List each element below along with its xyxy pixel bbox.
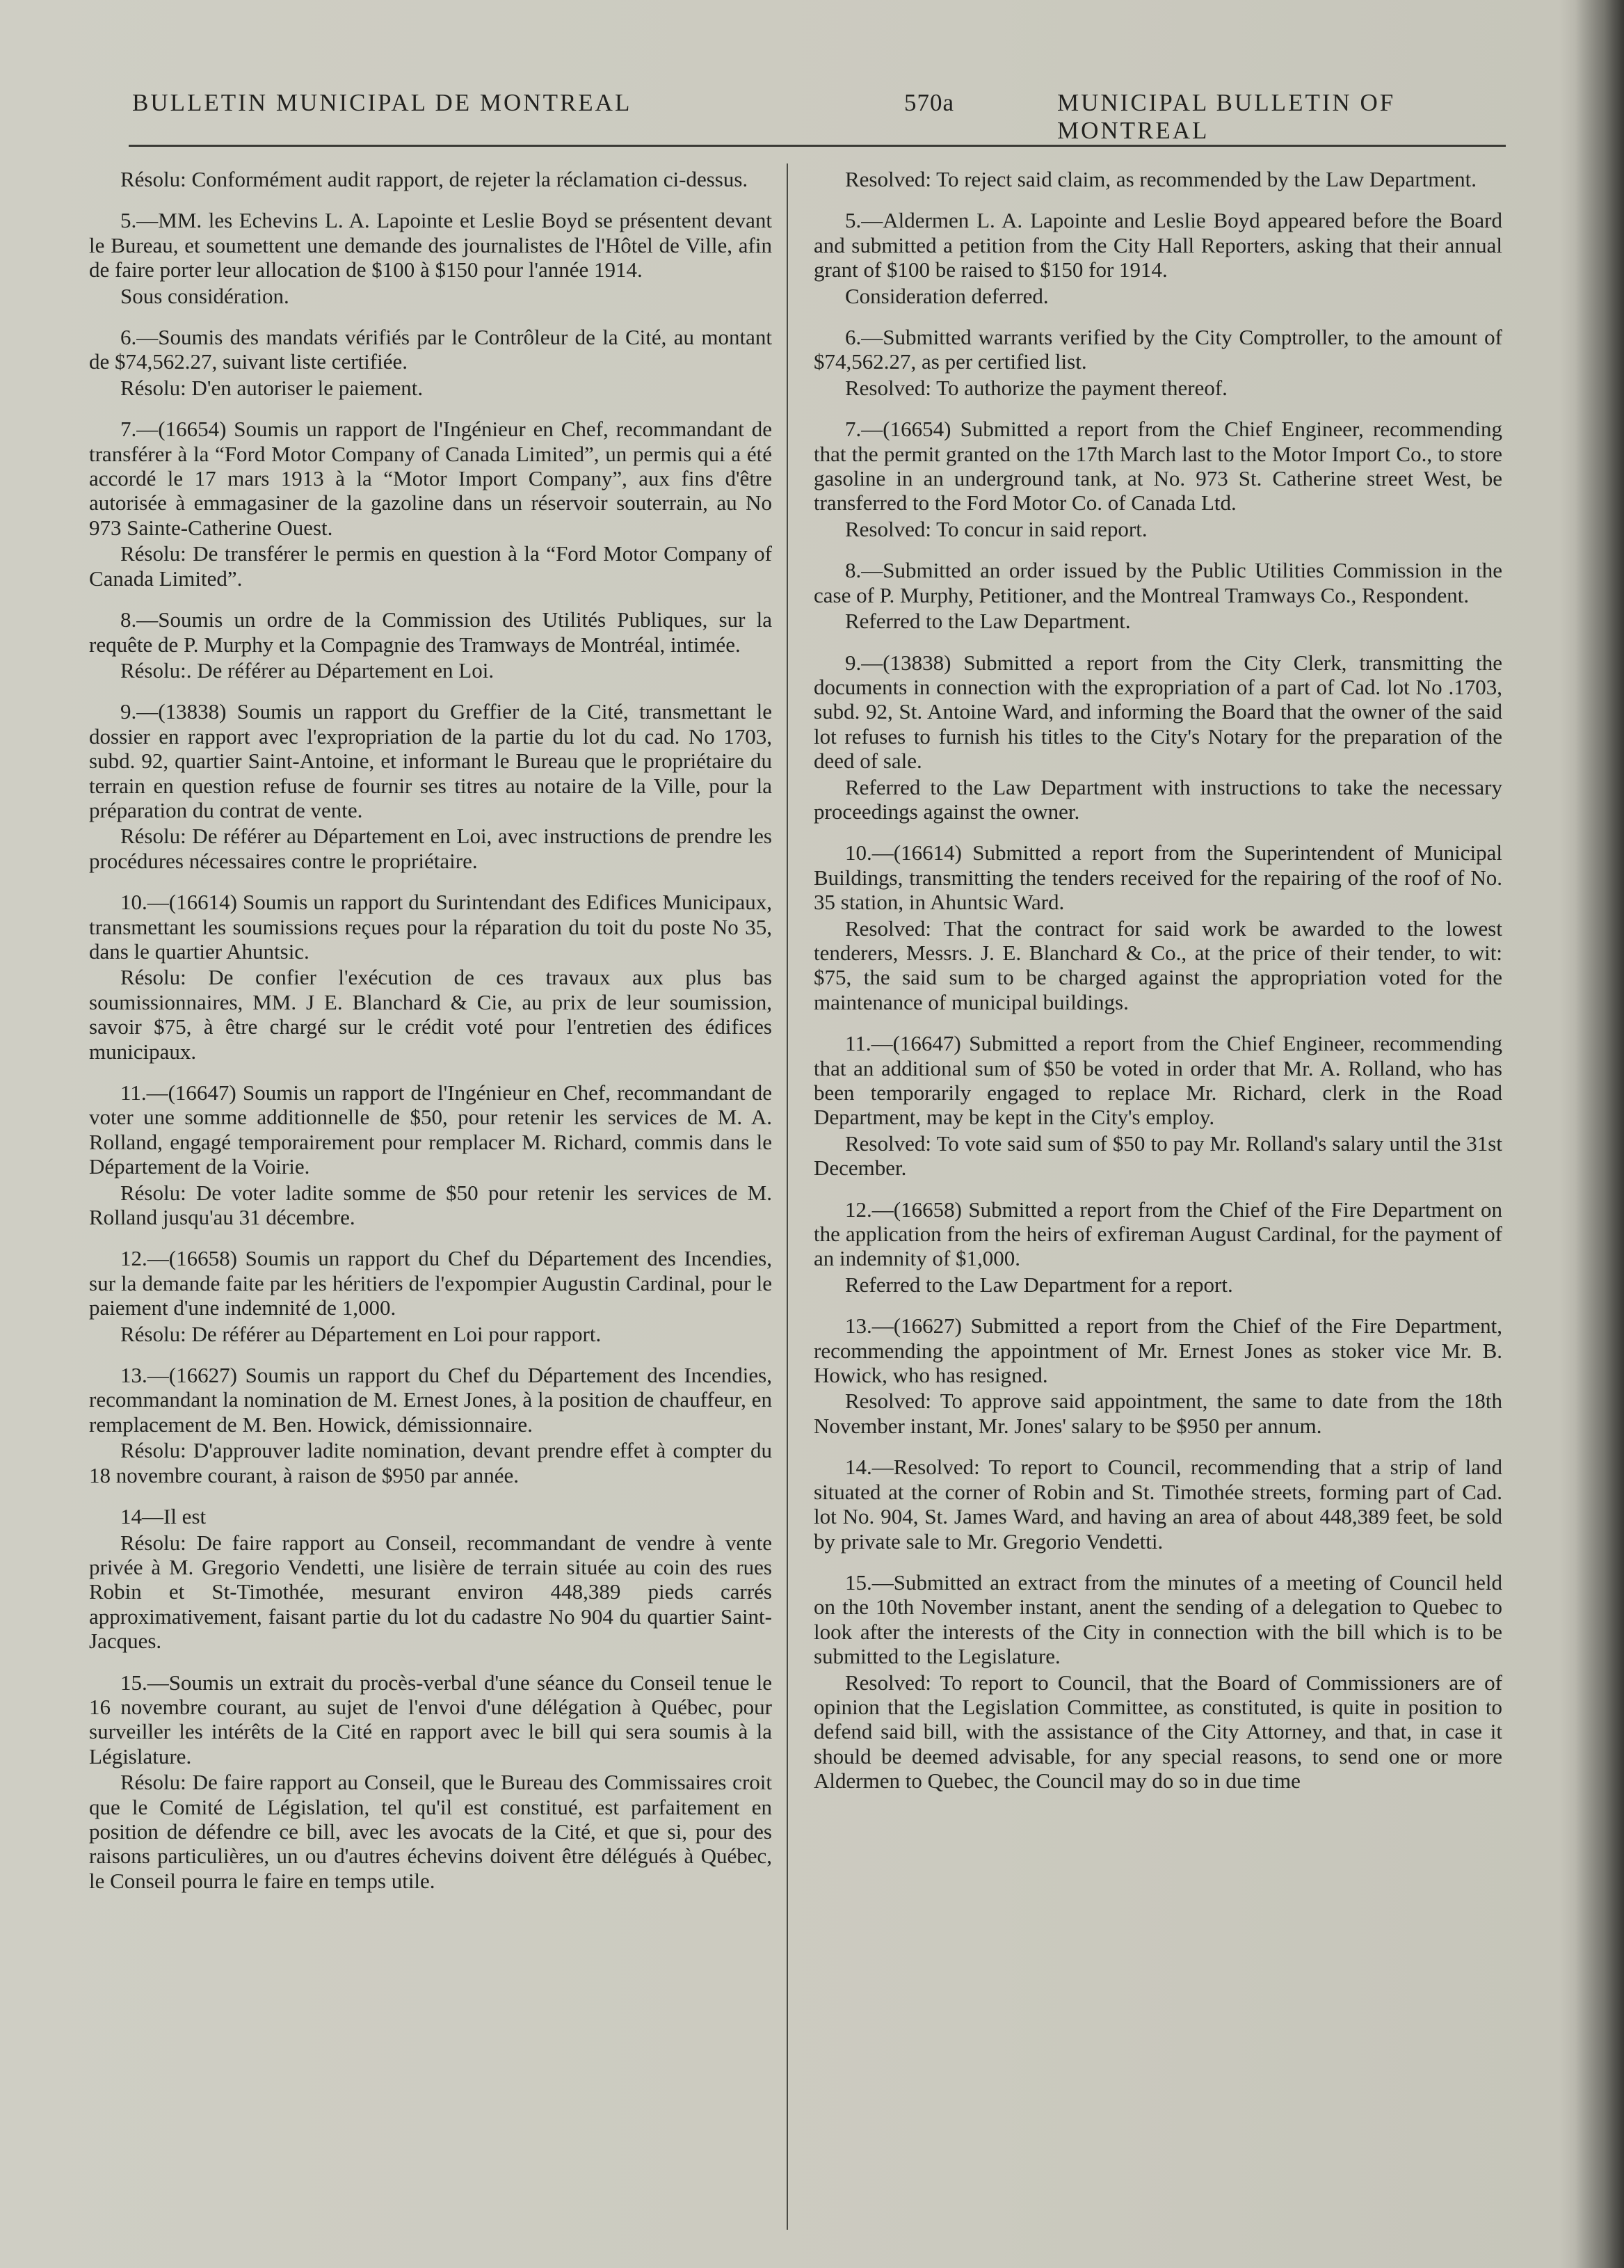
english-item [814, 558, 1502, 633]
english-paragraph: 10.—(16614) Submitted a report from the Superintendent of Municipal Buildings, transmitting the tenders received for the repairing of the roof of No. 35 station, in Ahuntsic Ward. [814, 840, 1502, 915]
french-item [89, 1363, 772, 1487]
english-column [814, 167, 1502, 1810]
french-item [89, 1670, 772, 1894]
french-paragraph: Résolu: De référer au Département en Loi pour rapport. [120, 1321, 602, 1346]
french-paragraph: Résolu: De transférer le permis en question à la “Ford Motor Company of Canada Limited”. [89, 541, 772, 591]
column-divider [787, 163, 788, 2230]
french-item [89, 1246, 772, 1346]
english-paragraph: 9.—(13838) Submitted a report from the City Clerk, transmitting the documents in connection with the expropriation of a part of Cad. lot No .1703, subd. 92, St. Antoine Ward, and informing the Board that the owner of the said lot refuses to furnish his titles to the City's Notary for the preparation of the deed of sale. [814, 650, 1502, 774]
header-rule [129, 145, 1506, 147]
french-item [89, 325, 772, 400]
french-paragraph: Résolu: De voter ladite somme de $50 pour retenir les services de M. Rolland jusqu'au 31 décembre. [89, 1180, 772, 1230]
french-item [89, 607, 772, 682]
english-item [814, 208, 1502, 308]
french-item [89, 167, 772, 191]
english-paragraph: 13.—(16627) Submitted a report from the Chief of the Fire Department, recommending the appointment of Mr. Ernest Jones as stoker vice Mr. B. Howick, who has resigned. [814, 1313, 1502, 1388]
french-column [89, 167, 772, 1910]
french-paragraph: 7.—(16654) Soumis un rapport de l'Ingénieur en Chef, recommandant de transférer à la “Ford Motor Company of Canada Limited”, un permis qui a été accordé le 17 mars 1913 à la “Motor Import Company”, aux fins d'être autorisée à emmagasiner de la gazoline dans un réservoir souterrain, au No 973 Sainte-Catherine Ouest. [89, 417, 772, 540]
english-paragraph: Resolved: To report to Council, that the Board of Commissioners are of opinion that the Legislation Committee, as constituted, is quite in position to defend said bill, with the assistance of the City Attorney, and that, in case it should be deemed advisable, for any special reasons, to send one or more Aldermen to Quebec, the Council may do so in due time [814, 1670, 1502, 1794]
english-paragraph: 5.—Aldermen L. A. Lapointe and Leslie Boyd appeared before the Board and submitted a petition from the City Hall Reporters, asking that their annual grant of $100 be raised to $150 for 1914. [814, 208, 1502, 282]
french-paragraph: 10.—(16614) Soumis un rapport du Surintendant des Edifices Municipaux, transmettant les soumissions reçues pour la réparation du toit du poste No 35, dans le quartier Ahuntsic. [89, 890, 772, 964]
english-item [814, 840, 1502, 1014]
french-paragraph: Résolu: De confier l'exécution de ces travaux aux plus bas soumissionnaires, MM. J E. Blanchard & Cie, au prix de leur soumission, savoir $75, à être chargé sur le crédit voté pour l'entretien des édifices municipaux. [89, 965, 772, 1064]
french-paragraph: Résolu: Conformément audit rapport, de rejeter la réclamation ci-dessus. [120, 167, 748, 191]
header-french-title: BULLETIN MUNICIPAL DE MONTREAL [132, 89, 632, 116]
english-paragraph: 8.—Submitted an order issued by the Public Utilities Commission in the case of P. Murphy, Petitioner, and the Montreal Tramways Co., Respondent. [814, 558, 1502, 607]
page-spine-shadow [1575, 0, 1624, 2268]
english-item [814, 1031, 1502, 1180]
english-paragraph: Resolved: To authorize the payment thereof. [845, 375, 1228, 400]
english-paragraph: Referred to the Law Department. [845, 609, 1131, 634]
english-paragraph: Resolved: That the contract for said work be awarded to the lowest tenderers, Messrs. J. E. Blanchard & Co., at the price of their tender, to wit: $75, the said sum to be charged against the appropriation voted for the maintenance of municipal buildings. [814, 916, 1502, 1014]
french-paragraph: 8.—Soumis un ordre de la Commission des Utilités Publiques, sur la requête de P. Murphy et la Compagnie des Tramways de Montréal, intimée. [89, 607, 772, 657]
french-item [89, 890, 772, 1064]
english-paragraph: Referred to the Law Department with instructions to take the necessary proceedings against the owner. [814, 774, 1502, 824]
french-paragraph: Sous considération. [120, 283, 289, 308]
french-item [89, 699, 772, 873]
french-paragraph: 12.—(16658) Soumis un rapport du Chef du Département des Incendies, sur la demande faite par les héritiers de l'expompier Augustin Cardinal, pour le paiement d'une indemnité de 1,000. [89, 1246, 772, 1320]
french-item [89, 208, 772, 308]
page-number: 570a [904, 89, 955, 116]
french-paragraph: Résolu: D'approuver ladite nomination, devant prendre effet à compter du 18 novembre courant, à raison de $950 par année. [89, 1438, 772, 1487]
english-item [814, 1570, 1502, 1794]
french-paragraph: 6.—Soumis des mandats vérifiés par le Contrôleur de la Cité, au montant de $74,562.27, suivant liste certifiée. [89, 325, 772, 374]
english-item [814, 1197, 1502, 1297]
french-paragraph: Résolu: De faire rapport au Conseil, recommandant de vendre à vente privée à M. Gregorio Vendetti, une lisière de terrain située au coin des rues Robin et St-Timothée, mesurant environ 448,389 pieds carrés approximativement, faisant partie du lot du cadastre No 904 du quartier Saint-Jacques. [89, 1530, 772, 1654]
english-paragraph: 6.—Submitted warrants verified by the City Comptroller, to the amount of $74,562.27, as per certified list. [814, 325, 1502, 374]
english-paragraph: 14.—Resolved: To report to Council, recommending that a strip of land situated at the corner of Robin and St. Timothée streets, forming part of Cad. lot No. 904, St. James Ward, and having an area of about 448,389 feet, be sold by private sale to Mr. Gregorio Vendetti. [814, 1455, 1502, 1554]
french-paragraph: 11.—(16647) Soumis un rapport de l'Ingénieur en Chef, recommandant de voter une somme additionnelle de $50, pour retenir les services de M. A. Rolland, engagé temporairement pour remplacer M. Richard, commis dans le Département de la Voirie. [89, 1080, 772, 1179]
english-item [814, 417, 1502, 541]
english-paragraph: Referred to the Law Department for a report. [845, 1272, 1233, 1297]
header-english-title: MUNICIPAL BULLETIN OF MONTREAL [1057, 89, 1396, 144]
english-paragraph: Resolved: To approve said appointment, the same to date from the 18th November instant, Mr. Jones' salary to be $950 per annum. [814, 1389, 1502, 1438]
english-paragraph: Resolved: To reject said claim, as recommended by the Law Department. [845, 167, 1477, 191]
french-item [89, 1504, 772, 1653]
french-paragraph: Résolu: De référer au Département en Loi, avec instructions de prendre les procédures nécessaires contre le propriétaire. [89, 824, 772, 873]
french-paragraph: 14—Il est [120, 1504, 207, 1529]
page-header [125, 89, 1488, 144]
english-paragraph: Consideration deferred. [845, 283, 1049, 308]
english-paragraph: 12.—(16658) Submitted a report from the Chief of the Fire Department on the application from the heirs of exfireman August Cardinal, for the payment of an indemnity of $1,000. [814, 1197, 1502, 1271]
french-paragraph: Résolu: De faire rapport au Conseil, que le Bureau des Commissaires croit que le Comité de Législation, tel qu'il est constitué, est parfaitement en position de défendre ce bill, avec les avocats de la Cité, et que si, pour des raisons particulières, un ou d'autres échevins doivent être délégués à Québec, le Conseil pourra le faire en temps utile. [89, 1770, 772, 1893]
french-paragraph: 13.—(16627) Soumis un rapport du Chef du Département des Incendies, recommandant la nomination de M. Ernest Jones, à la position de chauffeur, en remplacement de M. Ben. Howick, démissionnaire. [89, 1363, 772, 1437]
english-paragraph: 7.—(16654) Submitted a report from the Chief Engineer, recommending that the permit granted on the 17th March last to the Motor Import Co., to store gasoline in an underground tank, at No. 973 St. Catherine street West, be transferred to the Ford Motor Co. of Canada Ltd. [814, 417, 1502, 516]
french-paragraph: Résolu:. De référer au Département en Loi. [120, 657, 495, 682]
english-paragraph: 15.—Submitted an extract from the minutes of a meeting of Council held on the 10th November instant, anent the sending of a delegation to Quebec to look after the interests of the City in connection with the bill which is to be submitted to the Legislature. [814, 1570, 1502, 1669]
french-paragraph: 15.—Soumis un extrait du procès-verbal d'une séance du Conseil tenue le 16 novembre courant, au sujet de l'envoi d'une délégation à Québec, pour surveiller les intérêts de la Cité en rapport avec le bill qui sera soumis à la Législature. [89, 1670, 772, 1768]
french-item [89, 1080, 772, 1229]
english-paragraph: 11.—(16647) Submitted a report from the Chief Engineer, recommending that an additional sum of $50 be voted in order that Mr. A. Rolland, who has been temporarily engaged to replace Mr. Richard, clerk in the Road Department, may be kept in the City's employ. [814, 1031, 1502, 1130]
english-paragraph: Resolved: To concur in said report. [845, 516, 1148, 541]
english-item [814, 650, 1502, 824]
french-item [89, 417, 772, 591]
english-paragraph: Resolved: To vote said sum of $50 to pay Mr. Rolland's salary until the 31st December. [814, 1131, 1502, 1181]
english-item [814, 167, 1502, 191]
english-item [814, 1313, 1502, 1438]
english-item [814, 325, 1502, 400]
english-item [814, 1455, 1502, 1554]
french-paragraph: Résolu: D'en autoriser le paiement. [120, 375, 424, 400]
french-paragraph: 5.—MM. les Echevins L. A. Lapointe et Leslie Boyd se présentent devant le Bureau, et soumettent une demande des journalistes de l'Hôtel de Ville, afin de faire porter leur allocation de $100 à $150 pour l'année 1914. [89, 208, 772, 282]
french-paragraph: 9.—(13838) Soumis un rapport du Greffier de la Cité, transmettant le dossier en rapport avec l'expropriation de la partie du lot du cad. No 1703, subd. 92, quartier Saint-Antoine, et informant le Bureau que le propriétaire du terrain en question refuse de fournir ses titres au notaire de la Ville, pour la préparation du contrat de vente. [89, 699, 772, 822]
